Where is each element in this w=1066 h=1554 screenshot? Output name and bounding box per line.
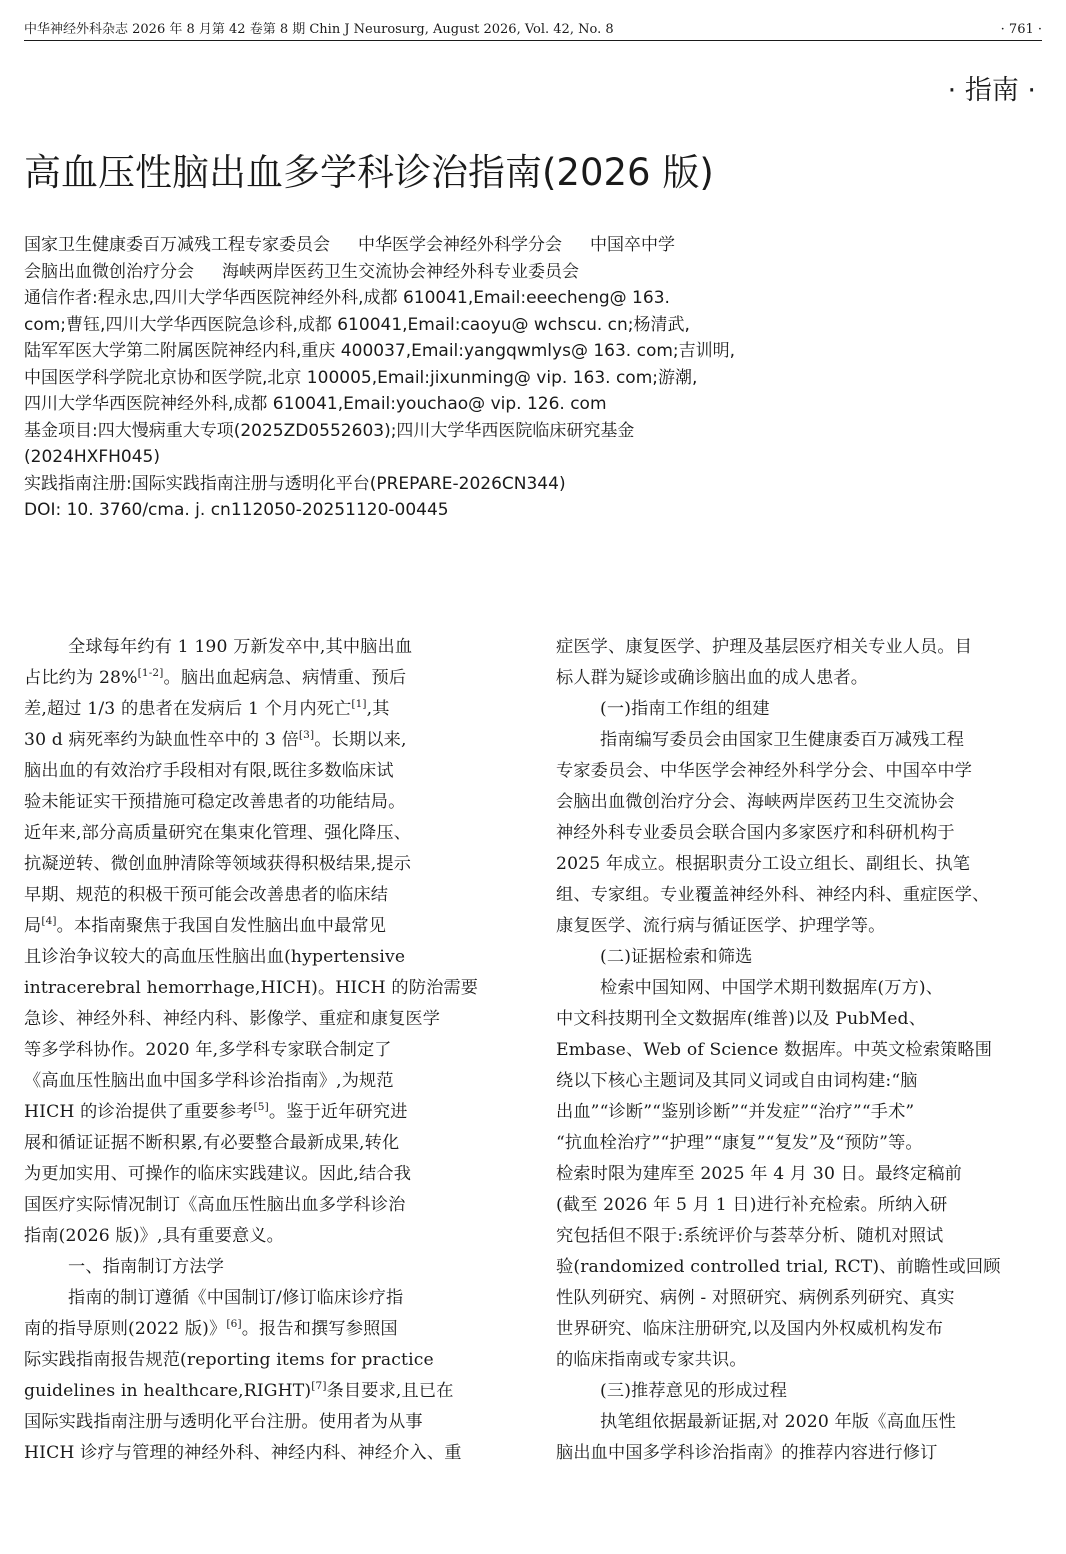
text-run: intracerebral hemorrhage,HICH)。HICH 的防治需要 <box>24 978 479 998</box>
text-line <box>24 1190 512 1221</box>
text-run: 检索时限为建库至 2025 年 4 月 30 日。最终定稿前 <box>556 1164 963 1184</box>
front-matter <box>24 232 854 524</box>
text-line <box>24 973 512 1004</box>
text-run: 30 d 病死率约为缺血性卒中的 3 倍 <box>24 730 299 750</box>
doi: DOI: 10. 3760/cma. j. cn112050-20251120-00445 <box>24 500 449 520</box>
text-line <box>556 1221 1044 1252</box>
text-run: 验未能证实干预措施可稳定改善患者的功能结局。 <box>24 792 406 812</box>
text-run: 。鉴于近年研究进 <box>268 1102 408 1122</box>
text-line <box>556 725 1044 756</box>
text-run: 早期、规范的积极干预可能会改善患者的临床结 <box>24 885 389 905</box>
text-run: 际实践指南报告规范(reporting items for practice <box>24 1350 434 1370</box>
text-line <box>24 1066 512 1097</box>
paragraph <box>24 632 512 1252</box>
text-line <box>24 756 512 787</box>
text-run: 国际实践指南注册与透明化平台注册。使用者为从事 <box>24 1412 423 1432</box>
text-run: 组、专家组。专业覆盖神经外科、神经内科、重症医学、 <box>556 885 990 905</box>
text-run: 脑出血中国多学科诊治指南》的推荐内容进行修订 <box>556 1443 938 1463</box>
author-org: 会脑出血微创治疗分会 <box>24 261 194 282</box>
text-line <box>556 1314 1044 1345</box>
text-run: (截至 2026 年 5 月 1 日)进行补充检索。所纳入研 <box>556 1195 948 1215</box>
correspondence-line: 陆军军医大学第二附属医院神经内科,重庆 400037,Email:yangqwmlys@ 163. com;吉训明, <box>24 341 736 361</box>
paragraph <box>556 725 1044 942</box>
text-run: 症医学、康复医学、护理及基层医疗相关专业人员。目 <box>556 637 973 657</box>
text-line <box>556 1438 1044 1469</box>
text-run: 国医疗实际情况制订《高血压性脑出血多学科诊治 <box>24 1195 406 1215</box>
text-run: 《高血压性脑出血中国多学科诊治指南》,为规范 <box>24 1071 394 1091</box>
body-column-right <box>556 632 1044 1469</box>
subsection-heading: (二)证据检索和筛选 <box>600 947 753 967</box>
text-line <box>24 911 512 942</box>
text-run: 性队列研究、病例 - 对照研究、病例系列研究、真实 <box>556 1288 955 1308</box>
text-run: 。本指南聚焦于我国自发性脑出血中最常见 <box>56 916 387 936</box>
text-line <box>24 1097 512 1128</box>
text-run: 抗凝逆转、微创血肿清除等领域获得积极结果,提示 <box>24 854 412 874</box>
text-line <box>556 1004 1044 1035</box>
text-run: 指南的制订遵循《中国制订/修订临床诊疗指 <box>68 1288 404 1308</box>
correspondence-line: 中国医学科学院北京协和医学院,北京 100005,Email:jixunming@ vip. 163. com;游潮, <box>24 367 698 388</box>
text-line <box>24 1438 512 1469</box>
citation-ref: [7] <box>311 1380 327 1392</box>
subsection-heading: (一)指南工作组的组建 <box>600 699 770 719</box>
author-org: 中华医学会神经外科学分会 <box>358 235 562 255</box>
text-line <box>24 663 512 694</box>
text-line <box>556 1252 1044 1283</box>
text-line <box>24 1035 512 1066</box>
text-run: 占比约为 28% <box>24 668 138 688</box>
text-run: 。长期以来, <box>314 730 407 750</box>
paragraph <box>24 1283 512 1469</box>
text-line <box>556 880 1044 911</box>
text-run: 会脑出血微创治疗分会、海峡两岸医药卫生交流协会 <box>556 792 955 812</box>
body-column-left <box>24 632 512 1469</box>
text-run: Embase、Web of Science 数据库。中英文检索策略围 <box>556 1040 993 1060</box>
text-line <box>24 694 512 725</box>
text-run: 条目要求,且已在 <box>326 1381 454 1401</box>
guideline-registration: 实践指南注册:国际实践指南注册与透明化平台(PREPARE-2026CN344) <box>24 473 566 494</box>
text-line <box>24 818 512 849</box>
text-run: 指南编写委员会由国家卫生健康委百万减残工程 <box>600 730 965 750</box>
text-run: 且诊治争议较大的高血压性脑出血(hypertensive <box>24 947 406 967</box>
text-line <box>556 818 1044 849</box>
text-line <box>24 880 512 911</box>
citation-ref: [1] <box>351 698 367 710</box>
text-run: guidelines in healthcare,RIGHT) <box>24 1381 312 1401</box>
text-line <box>24 1407 512 1438</box>
text-line <box>24 849 512 880</box>
text-line <box>556 1283 1044 1314</box>
text-line <box>556 787 1044 818</box>
paragraph <box>556 1407 1044 1469</box>
text-run: 中文科技期刊全文数据库(维普)以及 PubMed、 <box>556 1009 927 1029</box>
subsection-heading: (三)推荐意见的形成过程 <box>600 1381 788 1401</box>
text-run: 。脑出血起病急、病情重、预后 <box>163 668 407 688</box>
author-org: 海峡两岸医药卫生交流协会神经外科专业委员会 <box>222 261 579 282</box>
text-run: 康复医学、流行病与循证医学、护理学等。 <box>556 916 886 936</box>
text-line <box>556 1066 1044 1097</box>
text-run: 近年来,部分高质量研究在集束化管理、强化降压、 <box>24 823 412 843</box>
author-orgs-line-1 <box>24 232 854 259</box>
text-run: 。报告和撰写参照国 <box>241 1319 398 1339</box>
text-line <box>24 1314 512 1345</box>
text-line <box>556 1035 1044 1066</box>
text-line <box>556 756 1044 787</box>
correspondence-block <box>24 285 854 418</box>
text-line <box>556 1407 1044 1438</box>
text-run: 执笔组依据最新证据,对 2020 年版《高血压性 <box>600 1412 956 1432</box>
text-run: 神经外科专业委员会联合国内多家医疗和科研机构于 <box>556 823 955 843</box>
citation-ref: [4] <box>41 915 57 927</box>
text-line <box>556 1345 1044 1376</box>
funding-block <box>24 418 854 471</box>
funding-line: (2024HXFH045) <box>24 447 160 467</box>
text-run: HICH 的诊治提供了重要参考 <box>24 1102 254 1122</box>
text-line <box>24 1376 512 1407</box>
text-run: 绕以下核心主题词及其同义词或自由词构建:“脑 <box>556 1071 918 1091</box>
article-title: 高血压性脑出血多学科诊治指南(2026 版) <box>24 151 714 194</box>
text-line <box>24 1221 512 1252</box>
text-line <box>24 632 512 663</box>
paragraph <box>556 632 1044 694</box>
text-line <box>24 1345 512 1376</box>
text-run: 局 <box>24 916 42 936</box>
citation-ref: [1-2] <box>137 667 164 679</box>
text-line <box>556 1128 1044 1159</box>
text-line <box>24 725 512 756</box>
author-orgs-line-2 <box>24 259 854 286</box>
text-line <box>24 1004 512 1035</box>
text-line <box>24 1128 512 1159</box>
correspondence-line: 四川大学华西医院神经外科,成都 610041,Email:youchao@ vip. 126. com <box>24 394 607 414</box>
text-run: 急诊、神经外科、神经内科、影像学、重症和康复医学 <box>24 1009 441 1029</box>
text-run: 出血”“诊断”“鉴别诊断”“并发症”“治疗”“手术” <box>556 1102 915 1122</box>
section-heading: 一、指南制订方法学 <box>68 1257 225 1277</box>
text-run: ,其 <box>366 699 390 719</box>
text-run: HICH 诊疗与管理的神经外科、神经内科、神经介入、重 <box>24 1443 462 1463</box>
text-line <box>556 911 1044 942</box>
text-run: 世界研究、临床注册研究,以及国内外权威机构发布 <box>556 1319 944 1339</box>
paragraph <box>556 973 1044 1376</box>
text-line <box>556 1097 1044 1128</box>
correspondence-line: 通信作者:程永忠,四川大学华西医院神经外科,成都 610041,Email:eeecheng@ 163. <box>24 288 670 308</box>
text-run: 展和循证证据不断积累,有必要整合最新成果,转化 <box>24 1133 400 1153</box>
text-run: 脑出血的有效治疗手段相对有限,既往多数临床试 <box>24 761 394 781</box>
text-run: “抗血栓治疗”“护理”“康复”“复发”及“预防”等。 <box>556 1133 923 1153</box>
page-number: · 761 · <box>1000 22 1042 37</box>
text-line <box>556 973 1044 1004</box>
funding-line: 基金项目:四大慢病重大专项(2025ZD0552603);四川大学华西医院临床研究基金 <box>24 420 635 441</box>
text-line <box>556 663 1044 694</box>
text-line <box>556 1159 1044 1190</box>
author-org: 中国卒中学 <box>590 235 675 255</box>
text-run: 检索中国知网、中国学术期刊数据库(万方)、 <box>600 978 944 998</box>
text-line <box>24 787 512 818</box>
text-run: 南的指导原则(2022 版)》 <box>24 1319 227 1339</box>
text-line <box>556 849 1044 880</box>
text-run: 专家委员会、中华医学会神经外科学分会、中国卒中学 <box>556 761 973 781</box>
citation-ref: [5] <box>253 1101 269 1113</box>
text-run: 为更加实用、可操作的临床实践建议。因此,结合我 <box>24 1164 412 1184</box>
text-run: 标人群为疑诊或确诊脑出血的成人患者。 <box>556 668 869 688</box>
text-run: 2025 年成立。根据职责分工设立组长、副组长、执笔 <box>556 854 971 874</box>
text-run: 验(randomized controlled trial, RCT)、前瞻性或回顾 <box>556 1257 1001 1277</box>
text-run: 的临床指南或专家共识。 <box>556 1350 747 1370</box>
citation-ref: [3] <box>298 729 315 741</box>
text-run: 全球每年约有 1 190 万新发卒中,其中脑出血 <box>68 637 413 657</box>
citation-ref: [6] <box>226 1318 242 1330</box>
text-line <box>24 1159 512 1190</box>
text-line <box>556 632 1044 663</box>
section-tag: · 指南 · <box>947 75 1036 106</box>
text-run: 等多学科协作。2020 年,多学科专家联合制定了 <box>24 1040 392 1060</box>
text-line <box>556 1190 1044 1221</box>
text-run: 差,超过 1/3 的患者在发病后 1 个月内死亡 <box>24 699 352 719</box>
correspondence-line: com;曹钰,四川大学华西医院急诊科,成都 610041,Email:caoyu@ wchscu. cn;杨清武, <box>24 314 690 335</box>
text-line <box>24 942 512 973</box>
text-run: 指南(2026 版)》,具有重要意义。 <box>24 1226 284 1246</box>
author-org: 国家卫生健康委百万减残工程专家委员会 <box>24 235 330 255</box>
journal-citation: 中华神经外科杂志 2026 年 8 月第 42 卷第 8 期 Chin J Neurosurg, August 2026, Vol. 42, No. 8 <box>24 22 614 37</box>
text-line <box>24 1283 512 1314</box>
running-header <box>24 20 1042 41</box>
text-run: 究包括但不限于:系统评价与荟萃分析、随机对照试 <box>556 1226 944 1246</box>
